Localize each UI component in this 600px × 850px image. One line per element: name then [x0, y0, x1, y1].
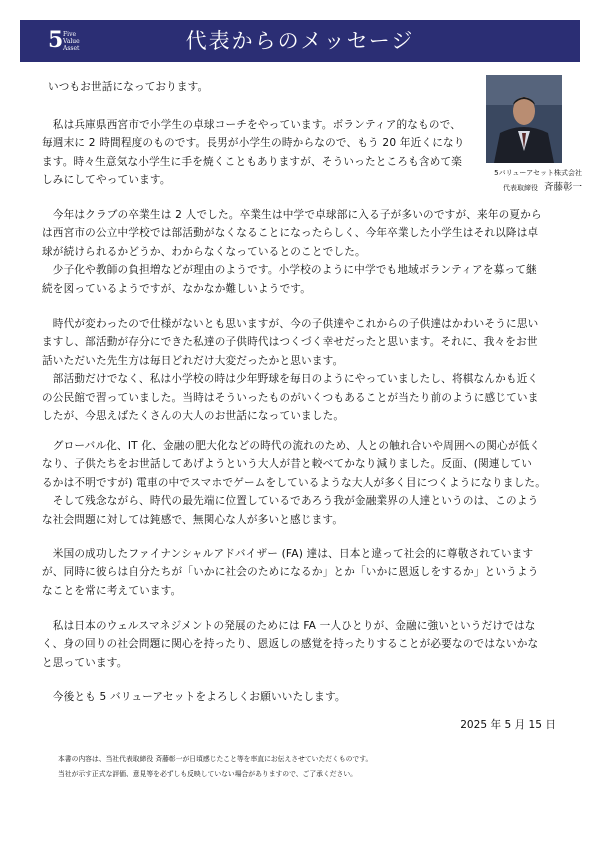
paragraph-4: グローバル化、IT 化、金融の肥大化などの時代の流れのため、人との触れ合いや周囲への関心が低く なり、子供たちをお世話してあげようという大人が昔と較べてかなり減りました。反面、(関連してい るかは不明ですが) 電車の中でスマホでゲームをしているような大人が多く目につくようになりました。 そして残念ながら、時代の最先端に位置しているであろう我が金融業界の人達というのは、このよう な社会問題に対しては鈍感で、無関心な人が多いと感じます。 — [42, 440, 546, 526]
logo-number: 5 — [48, 27, 64, 53]
profile-name-line — [470, 182, 582, 194]
page-title: 代表からのメッセージ — [185, 29, 415, 53]
paragraph-3: 時代が変わったので仕様がないとも思いますが、今の子供達やこれからの子供達はかわいそうに思い ますし、部活動が存分にできた私達の子供時代はつくづく幸せだったと思います。それに、我々をお世 話いただいた先生方は毎日どれだけ大変だったかと思います。 部活動だけでなく、私は小学校の時は少年野球を毎日のようにやっていましたし、将棋なんかも近く の公民館で習っていました。当時はそういったものがいくつもあることが当たり前のように感じていま したが、今思えばたくさんの大人のお世話になっていました。 — [42, 318, 539, 423]
profile-company: 5バリューアセット株式会社 — [494, 169, 582, 177]
paragraph-6: 私は日本のウェルスマネジメントの発展のためには FA 一人ひとりが、金融に強いというだけではな く、身の回りの社会問題に関心を持ったり、恩返しの感覚を持ったりすることが必要なのではないかな と思っています。 — [42, 620, 539, 669]
ceo-photo — [486, 75, 562, 163]
profile-role: 代表取締役 — [502, 184, 538, 192]
disclaimer: 本書の内容は、当社代表取締役 斉藤彰一が日頃感じたこと等を率直にお伝えさせていただくものです。 当社が示す正式な評価、意見等を必ずしも反映していない場合がありますので、ご了承ください。 — [58, 755, 373, 778]
paragraph-1: 私は兵庫県西宮市で小学生の卓球コーチをやっています。ボランティア的なもので、 毎週末に 2 時間程度のものです。長男が小学生の時からなので、もう 20 年近くになり ます。時々生意気な小学生に手を焼くこともありますが、そういったところも含めて楽 しみにしてやっています。 — [42, 119, 465, 187]
document-date: 2025 年 5 月 15 日 — [460, 719, 556, 731]
paragraph-7: 今後とも 5 バリューアセットをよろしくお願いいたします。 — [42, 691, 346, 703]
header-banner — [20, 20, 580, 62]
paragraph-5: 米国の成功したファイナンシャルアドバイザー (FA) 達は、日本と違って社会的に尊敬されています が、同時に彼らは自分たちが「いかに社会のためになるか」とか「いかに恩返しをするか」というよう なことを常に考えています。 — [42, 548, 539, 597]
logo-words: Five Value Asset — [63, 31, 80, 52]
paragraph-2: 今年はクラブの卒業生は 2 人でした。卒業生は中学で卓球部に入る子が多いのですが、来年の夏から は西宮市の公立中学校では部活動がなくなることになったらしく、今年卒業した小学生はそれ以降は卓 球が続けられるかどうか、わからなくなっているとのことでした。 少子化や教師の負担増などが理由のようです。小学校のように中学でも地域ボランティアを募って継 続を図っているようですが、なかなか難しいようです。 — [42, 209, 542, 295]
greeting: いつもお世話になっております。 — [48, 81, 209, 93]
profile-name: 斉藤彰一 — [543, 182, 582, 193]
